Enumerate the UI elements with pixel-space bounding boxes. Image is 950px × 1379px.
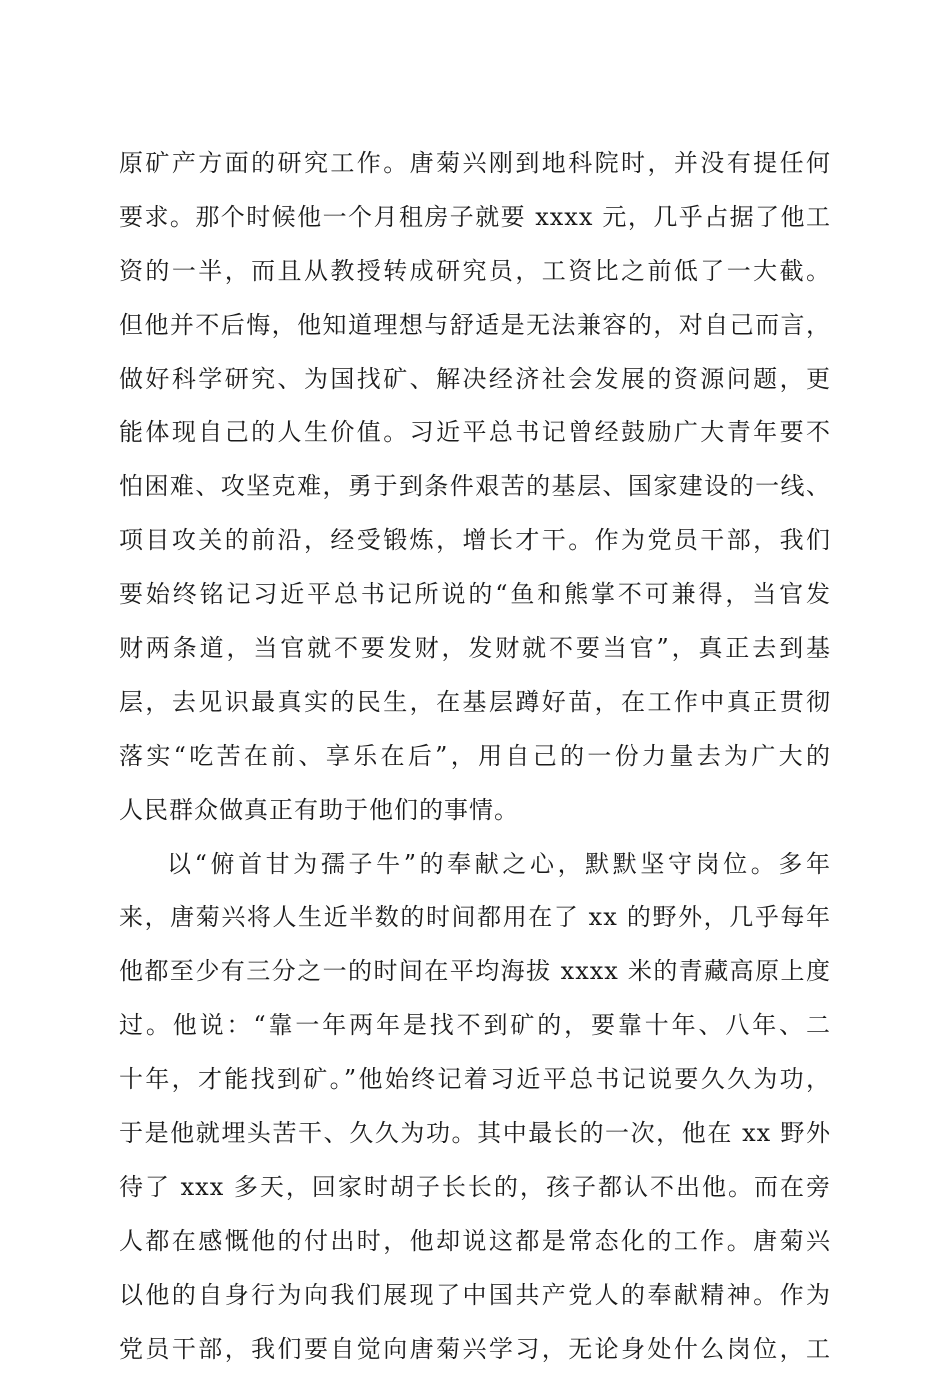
- text-line: 怕困难、攻坚克难，勇于到条件艰苦的基层、国家建设的一线、: [119, 472, 831, 501]
- text-line: 人都在感慨他的付出时，他却说这都是常态化的工作。唐菊兴: [119, 1226, 831, 1255]
- paragraph-first-line: 以“俯首甘为孺子牛”的奉献之心，默默坚守岗位。多年: [167, 849, 831, 878]
- text-line: 但他并不后悔，他知道理想与舒适是无法兼容的，对自己而言，: [119, 310, 831, 339]
- text-line: 他都至少有三分之一的时间在平均海拔 xxxx 米的青藏高原上度: [119, 957, 831, 986]
- text-line: 以他的自身行为向我们展现了中国共产党人的奉献精神。作为: [119, 1280, 831, 1309]
- body-text: [119, 140, 831, 1379]
- text-line: 资的一半，而且从教授转成研究员，工资比之前低了一大截。: [119, 256, 831, 285]
- text-line: 过。他说：“靠一年两年是找不到矿的，要靠十年、八年、二: [119, 1011, 831, 1040]
- text-line: 做好科学研究、为国找矿、解决经济社会发展的资源问题，更: [119, 364, 831, 393]
- text-line: 来，唐菊兴将人生近半数的时间都用在了 xx 的野外，几乎每年: [119, 903, 831, 932]
- text-line: 原矿产方面的研究工作。唐菊兴刚到地科院时，并没有提任何: [119, 149, 831, 177]
- text-line: 党员干部，我们要自觉向唐菊兴学习，无论身处什么岗位，工: [119, 1334, 831, 1363]
- text-line: 要始终铭记习近平总书记所说的“鱼和熊掌不可兼得，当官发: [119, 580, 831, 609]
- text-line: 十年，才能找到矿。”他始终记着习近平总书记说要久久为功，: [119, 1065, 831, 1094]
- text-line: 项目攻关的前沿，经受锻炼，增长才干。作为党员干部，我们: [119, 526, 831, 555]
- text-line: 财两条道，当官就不要发财，发财就不要当官”，真正去到基: [119, 634, 831, 663]
- text-line: 落实“吃苦在前、享乐在后”，用自己的一份力量去为广大的: [119, 741, 831, 770]
- text-line: 能体现自己的人生价值。习近平总书记曾经鼓励广大青年要不: [119, 418, 831, 447]
- text-line: 人民群众做真正有助于他们的事情。: [119, 795, 519, 824]
- text-line: 于是他就埋头苦干、久久为功。其中最长的一次，他在 xx 野外: [119, 1119, 831, 1148]
- text-line: 要求。那个时候他一个月租房子就要 xxxx 元，几乎占据了他工: [119, 202, 831, 231]
- text-line: 待了 xxx 多天，回家时胡子长长的，孩子都认不出他。而在旁: [119, 1172, 831, 1201]
- text-line: 层，去见识最真实的民生，在基层蹲好苗，在工作中真正贯彻: [119, 687, 831, 716]
